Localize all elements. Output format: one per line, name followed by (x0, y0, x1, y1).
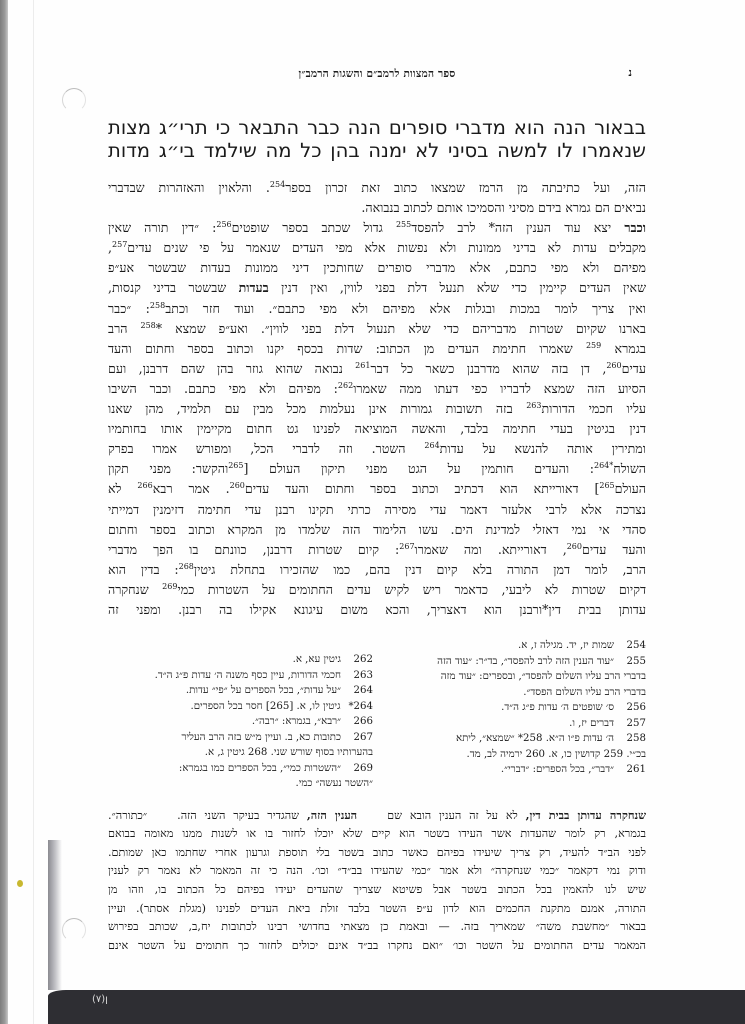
heading-line: בבאור הנה הוא מדברי סופרים הנה כבר התבאר כי תרי״ג מצות (108, 116, 646, 139)
text-run: ומתירין אותה להנשא על עדות (439, 441, 646, 457)
text-run: העולם (614, 481, 646, 497)
footnote-number: 269 (353, 762, 373, 774)
scanner-edge-strip (0, 0, 8, 1024)
text-run: . אמר רבא (152, 481, 230, 497)
text-line (108, 439, 646, 459)
footnote-ref: 264 (424, 441, 440, 451)
commentary-line: שיש לנו להאמין בכל הכתוב בשטר אבל פשיטא שצריך שהעדים יעידו בפיהם כל הכתוב בו, וזהו מן (108, 882, 646, 896)
commentary (108, 806, 646, 956)
text-line (108, 520, 646, 540)
footnote-text: ה׳ עדות פ״ו ה״א. 258* ״שמצא״, ליתא (455, 733, 614, 745)
text-run: יצא עוד הענין הזה* לרב להפסד (411, 220, 625, 236)
footnote (381, 716, 646, 732)
text-run: בארנו שקיום שטרות מדבריהם כדי שלא תנעול דלת בפני לווין״. ואע״פ שמצא * (155, 320, 646, 336)
text-run: שאמרו חתימת העדים מן הכתוב: שדות בכסף יקנו וכתוב בספר וחתום והעד (108, 340, 586, 356)
footnote-text: ״דבר״, בכל הספרים: ״דברי״. (500, 764, 614, 776)
handwritten-mark: ן(۷) (92, 994, 108, 1005)
footnote-text: ״על עדות״, בכל הספרים על ״פי״ עדות. (185, 685, 341, 697)
footnote-ref: 260 (229, 481, 245, 491)
text-run: שאין העדים קיימין כדי שלא תנעל דלת בפני לווין, ואין דנין (268, 280, 647, 296)
footnote (381, 685, 646, 701)
footnote-ref: 257 (112, 240, 128, 250)
text-line (108, 238, 646, 258)
footnote-text: ״רבא״, בגמרא: ״רבה״. (251, 716, 341, 728)
text-run: גדול שכתב בספר שופטים (231, 220, 396, 236)
text-run: לא על זה הענין הובא שם (387, 808, 526, 822)
text-line (108, 218, 646, 238)
text-run: : והעדים חותמין על הגט מפני תיקון העולם [ (243, 461, 594, 477)
text-line (108, 419, 646, 439)
bold-text: בעדות (238, 280, 269, 296)
footnotes-right-column (381, 638, 646, 792)
footnote-text: ״עוד הענין הזה לרב להפסד״, בד״ר: ״עוד הזה (437, 655, 614, 667)
footnote-ref: 262 (337, 380, 354, 390)
footnote (381, 654, 646, 670)
text-run: מקבלים עדות לא בדיני ממונות ולא נפשות אלא מפי העדים שנאמר על פי שנים עדים (127, 240, 646, 256)
text-run: : ״דין תורה שאין (108, 220, 217, 236)
footnote-ref: 260 (606, 360, 622, 370)
footnote-number: 257 (626, 717, 646, 729)
text-line (108, 299, 646, 319)
footnote-text: גיטין עא, א. (292, 654, 341, 666)
text-run: לא (108, 481, 138, 497)
footnote (381, 700, 646, 716)
footnotes-left-column (108, 638, 373, 792)
text-run: דקיום שטרות לא ליבעי, כדאמר ריש לקיש עדים החתומים על השטרות כמי (177, 581, 647, 597)
text-run: סהדי אי נמי דאזלי למדינת הים. עשו הלימוד הזה שלמדו מן המקרא וכתוב בספר וחתום (108, 521, 646, 537)
running-head-title: ספר המצוות לרמב״ם והשגות הרמב״ן (298, 68, 456, 80)
footnote (108, 683, 373, 699)
footnote (108, 730, 373, 746)
scan-shadow (48, 840, 62, 990)
text-run: והקשר: מפני תקון (108, 461, 229, 477)
footnote-ref: 260 (566, 541, 582, 551)
text-line (108, 600, 646, 620)
text-run: , דאורייתא. ומה שאמרו (414, 541, 567, 557)
text-run: שנחקרה (108, 581, 163, 597)
footnote-text: ״השטר נעשה״ כמי. (295, 778, 373, 790)
text-line (108, 500, 646, 520)
footnote (108, 652, 373, 668)
commentary-line: בגמרא, רק לומר שהעדות אשר העידו בשטר הוא קיים שלא יוכלו לחזור בו או לשנות ממנו מאומה בבואם (108, 827, 646, 841)
text-run: נבואה שהוא גוזר בהן שהם דרבנן, ועם (108, 360, 356, 376)
footnote-number: 266 (353, 716, 373, 728)
text-line (108, 198, 646, 218)
footnote-text: כתובות כא, ב. ועיין מ״ש בזה הרב העליר (181, 731, 341, 743)
footnote-text: גיטין לו, א. [265] חסר בכל הספרים. (190, 700, 341, 712)
text-run: : מפיהם ולא מפי כתבם. וכבר השיבו (108, 380, 338, 396)
footnote-ref: 261 (355, 360, 371, 370)
text-run: , (108, 240, 113, 256)
footnote-number: 267 (353, 731, 373, 743)
bold-text: שנחקרה עדותן בבית דין, (525, 807, 647, 822)
text-run: : ״כבר (108, 300, 150, 316)
text-run: שבשטר בדיני קנסות, (108, 280, 239, 296)
text-run: והעד עדים (582, 541, 646, 557)
text-run: עליו חכמי הדורות (541, 401, 646, 417)
text-run: בגמרא (601, 340, 646, 356)
text-line (108, 459, 646, 479)
footnote (108, 714, 373, 730)
footnote-ref: 265 (228, 461, 244, 471)
text-run: בזה תשובות גמורות אינן נעלמות מכל מבין עם תלמיד, מהן שאנו (108, 401, 527, 417)
footnote-ref: 256 (216, 220, 232, 229)
text-run: ] דאורייתא הוא דכתיב וכתוב בספר וחתום והעד עדים (244, 481, 600, 497)
document-page (108, 60, 646, 955)
text-run: ואין צריך לומר במכות ובגלות אלא מפיהם ולא מפי כתבם״. ועוד חזר וכתב (165, 300, 646, 316)
footnote-ref: 254 (269, 179, 286, 189)
text-line (108, 580, 646, 600)
text-run: שהגדיר בעיקר השני הזה. (177, 808, 307, 822)
footnote (381, 669, 646, 685)
footnote-ref: *264 (594, 461, 614, 471)
text-run: , דן בזה שהוא מדרבנן כשאר כל דבר (370, 360, 607, 376)
text-run: ״כתורה״. (108, 808, 148, 822)
footnote (108, 745, 373, 761)
footnote-ref: 258 (140, 320, 156, 330)
footnote (108, 699, 373, 715)
text-run: הרב (108, 320, 141, 336)
footnote (381, 731, 646, 747)
footnote-text: ״השטרות כמי״, בכל הספרים כמו בגמרא: (178, 762, 341, 774)
text-line (108, 540, 646, 560)
scan-bottom-bar (48, 990, 745, 1024)
footnote-number: 256 (626, 702, 646, 714)
commentary-line: ודוק נמי דקאמר ״כמי שנחקרה״ ולא אמר ״כמי שהעידו בב״ד״ וכו׳. הנה כי זה המאמר לא נאמר רק לענין (108, 864, 646, 878)
text-line (108, 339, 646, 359)
footnote-text: בדברי הרב עליו השלום הפסד״. (523, 686, 646, 698)
text-run: הרב, לומר דמן התורה בלא קיום דנין בהם, כמו שהזכירו בתחלת גיטין (193, 561, 646, 577)
text-run: דנין בגיטין בעדי חתימה בלבד, והאשה המוציאה לפנינו גט חתום מקיימין אותו בחותמיו (108, 421, 646, 437)
footnote-ref: 255 (395, 220, 412, 229)
footnote-number: 261 (626, 764, 646, 776)
footnote-text: שמות יז, יד. מגילה ז, א. (518, 640, 614, 652)
commentary-line (108, 806, 646, 826)
footnotes (108, 638, 646, 792)
page-number: נ (628, 66, 632, 79)
footnote (108, 761, 373, 777)
text-line (108, 479, 646, 499)
footnote-number: 262 (353, 654, 373, 666)
running-head (108, 60, 646, 82)
text-line (108, 379, 646, 399)
text-run: עדים (621, 360, 646, 376)
footnote-ref: 258 (149, 300, 166, 310)
footnote-ref: 266 (137, 481, 153, 491)
footnote-text: בכ״י. 259 קדושין כו, א. 260 ירמיה לב, מד. (466, 748, 646, 760)
footnote-text: בדברי הרב עליו השלום להפסד״, ובספרים: ״עוד מזה (440, 671, 646, 683)
text-line (108, 258, 646, 278)
text-run: . והלאוין והאזהרות שבדברי (108, 180, 270, 195)
footnote-ref: 269 (162, 581, 178, 591)
text-run: נביאים הם גמרא בידם מסיני והסמיכו אותם לכתוב בנבואה. (361, 200, 646, 216)
footnote-text: דברים יז, ו. (569, 717, 614, 729)
section-heading (108, 116, 646, 162)
bold-text: וכבר (624, 220, 646, 236)
footnote (381, 638, 646, 654)
text-line (108, 178, 646, 198)
text-run: עדותן בבית דין*ורבנן הוא דאצריך, והכא משום עיגונא אקילו בה רבנן. ומפני זה (108, 601, 646, 617)
footnote-number: 255 (626, 655, 646, 667)
commentary-line: לפני הב״ד להעיד, רק צריך שיעידו בפיהם כאשר כתוב בשטר בלי תוספת וגרעון אחרי שחתמו כאן שמותם. (108, 845, 646, 859)
text-run: הזה, ועל כתיבתה מן הרמז שמצאו כתוב זאת זכרון בספר (285, 180, 646, 195)
commentary-line: בבאור ״מחשבת משה״ שמאריך בזה. — ובאמת כן מצאתי בחדושי רבינו לכתובות יח,ב, שכותב בפירוש (108, 920, 646, 934)
text-run: הסיוע הזה שמצא לדבריו כפי דעתו ממה שאמרו (353, 380, 647, 396)
text-line (108, 278, 646, 298)
text-run: : קיום שטרות דרבנן, כוונתם בו הפך מדברי (108, 541, 400, 557)
footnote-number: 264 (353, 685, 373, 697)
text-line (108, 560, 646, 580)
footnote-ref: 265 (599, 481, 615, 491)
footnote-text: חכמי הדורות, עיין כסף משנה ה׳ עדות פ״ג ה״ד. (154, 669, 341, 681)
binder-hole-bottom (62, 918, 86, 942)
footnote-number: 264* (348, 700, 373, 712)
footnote-text: בהערותיו בסוף שורש שני. 268 גיטין ג, א. (204, 747, 373, 759)
footnote-ref: 263 (526, 400, 542, 410)
footnote-text: ס׳ שופטים ה׳ עדות פ״ג ה״ד. (501, 702, 614, 714)
footnote-number: 258 (626, 733, 646, 745)
footnote-ref: 267 (399, 541, 415, 551)
text-line (108, 399, 646, 419)
footnote-number: 263 (353, 669, 373, 681)
commentary-line: התורה, אמנם מתקנת החכמים הוא לדון ע״פ השטר בלבד זולת ביאת העדים לפנינו (מגלת אסתר). ועיין (108, 901, 646, 915)
text-run: השטר. וזה לדברי הכל, ומפורש אמרו בפרק (108, 441, 425, 457)
bold-text: הענין הזה, (306, 807, 358, 822)
footnote (108, 776, 373, 792)
footnote (381, 762, 646, 778)
text-run: : בדין הוא (108, 561, 179, 577)
footnote (381, 747, 646, 763)
footnote (108, 668, 373, 684)
footnote-number: 254 (626, 640, 646, 652)
yellow-spot (17, 880, 23, 887)
text-run: השולח (613, 461, 647, 477)
text-line (108, 359, 646, 379)
commentary-line: המאמר עדים החתומים על השטר וכו׳ ״ואם נחקרו בב״ד אינם יכולים לחזור כך חתומים על השטר אינם (108, 938, 646, 952)
text-run: מפיהם ולא מפי כתבם, אלא מדברי סופרים שחותכין דיני ממונות בעדות שבשטר אע״פ (108, 260, 646, 276)
page-fold-line (33, 0, 34, 1024)
text-run: נצרכה אלא לרבי אלעזר דאמר עדי מסירה כרתי תקינו רבנן עדי חתימה דזימנין דמייתי (108, 501, 646, 517)
binder-hole-top (62, 88, 86, 112)
heading-line: שנאמרו לו למשה בסיני לא ימנה בהן כל מה שילמד בי״ג מדות (108, 139, 646, 162)
footnote-ref: 259 (585, 340, 602, 350)
footnote-ref: 268 (178, 561, 194, 571)
main-text (108, 178, 646, 620)
text-line (108, 319, 646, 339)
